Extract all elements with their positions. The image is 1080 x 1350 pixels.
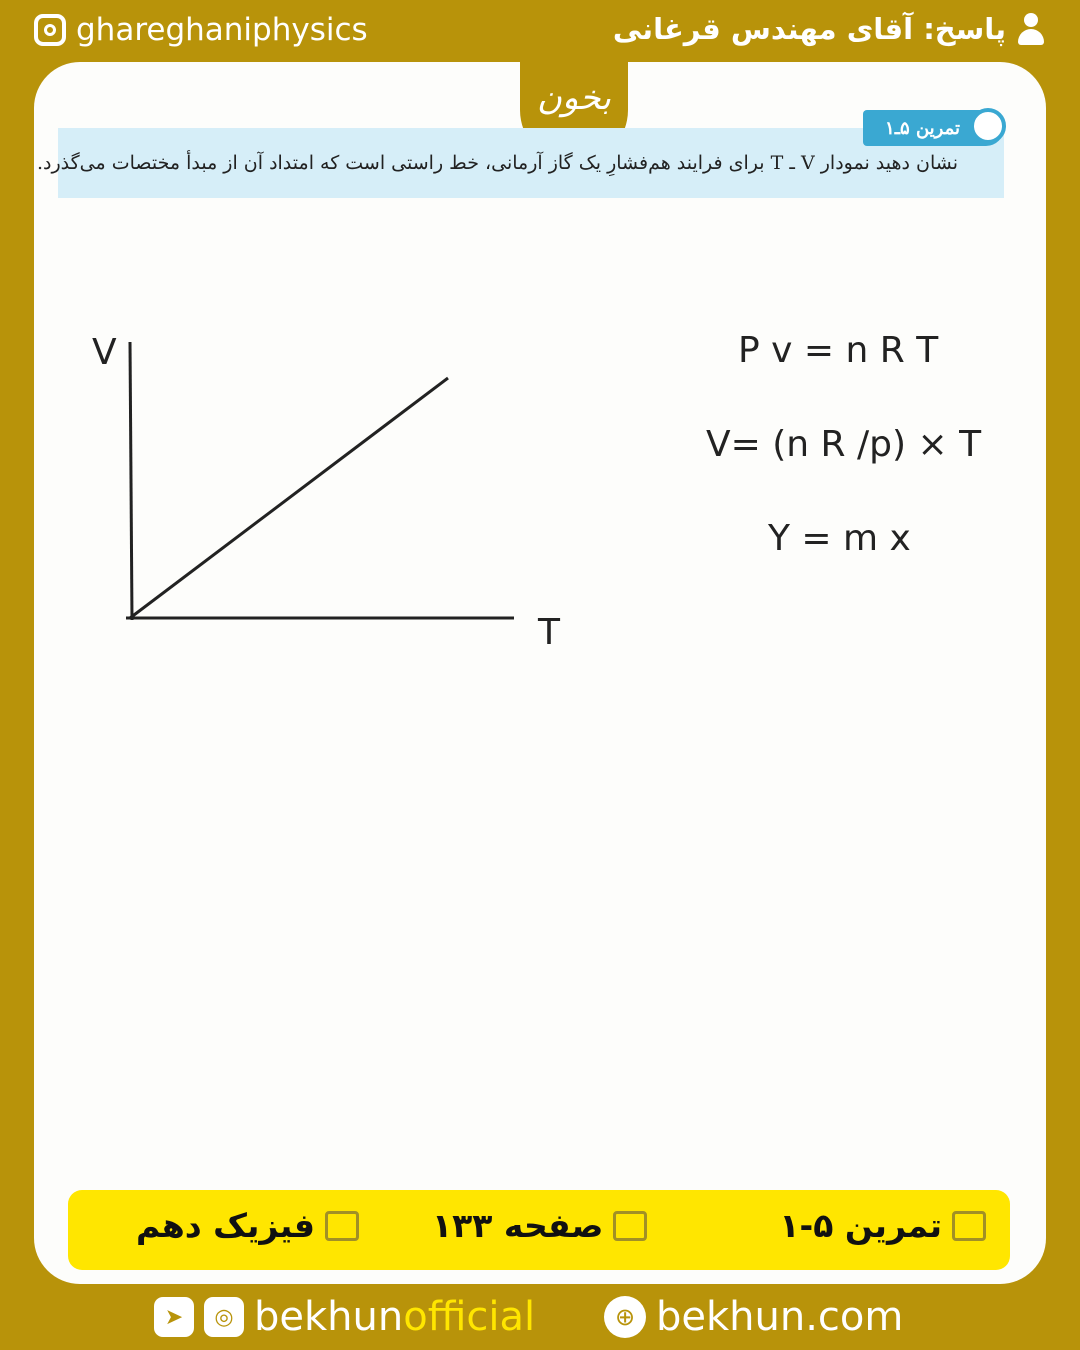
equation-volume: V= (n R /p) × T: [706, 424, 982, 465]
top-bar: [0, 0, 1080, 66]
exercise-tag-dot: [970, 108, 1006, 144]
equation-linear: Y = m x: [768, 518, 911, 559]
footer-exercise-text: تمرین ۵-۱: [779, 1206, 942, 1245]
content-card: [34, 62, 1046, 1284]
exercise-statement: نشان دهید نمودار V ـ T برای فرایند هم‌فشارِ یک گاز آرمانی، خط راستی است که امتداد آن از مبدأ مختصات می‌گذرد.: [36, 152, 958, 174]
footer-exercise: [779, 1206, 986, 1245]
x-axis-label: T: [538, 612, 560, 653]
answer-credit-text: پاسخ: آقای مهندس قرغانی: [612, 12, 1006, 46]
exercise-header: [36, 117, 1004, 198]
teacher-icon: [952, 1211, 986, 1241]
instagram-handle[interactable]: [34, 12, 368, 48]
telegram-icon: ➤: [154, 1297, 194, 1337]
brand-suffix: official: [403, 1294, 536, 1340]
footer-book: [136, 1206, 359, 1245]
website-text: bekhun.com: [656, 1294, 904, 1340]
website-link[interactable]: [604, 1294, 903, 1340]
y-axis: [130, 342, 132, 620]
exercise-tag-label: تمرین ۵ـ۱: [885, 117, 960, 139]
globe-icon: ⊕: [604, 1296, 646, 1338]
instagram-icon: ◎: [204, 1297, 244, 1337]
bottom-bar: [0, 1290, 1080, 1350]
answer-credit: [613, 12, 1046, 46]
book-icon: [613, 1211, 647, 1241]
graduation-cap-icon: [325, 1211, 359, 1241]
instagram-handle-text: ghareghaniphysics: [76, 12, 368, 48]
instagram-icon: [34, 14, 66, 46]
footer-bar: [68, 1190, 1010, 1270]
footer-page-text: صفحه ۱۳۳: [432, 1206, 604, 1245]
equation-ideal-gas: P v = n R T: [738, 330, 939, 371]
proportional-line: [130, 378, 448, 618]
vt-graph: [86, 324, 566, 664]
footer-page: [432, 1206, 647, 1245]
footer-book-text: فیزیک دهم: [136, 1206, 315, 1245]
user-icon: [1016, 13, 1046, 45]
y-axis-label: V: [92, 332, 117, 373]
exercise-tag: [863, 110, 1004, 146]
logo: بخون: [537, 78, 611, 118]
brand-prefix: bekhun: [254, 1294, 404, 1340]
social-handle[interactable]: [154, 1294, 535, 1340]
